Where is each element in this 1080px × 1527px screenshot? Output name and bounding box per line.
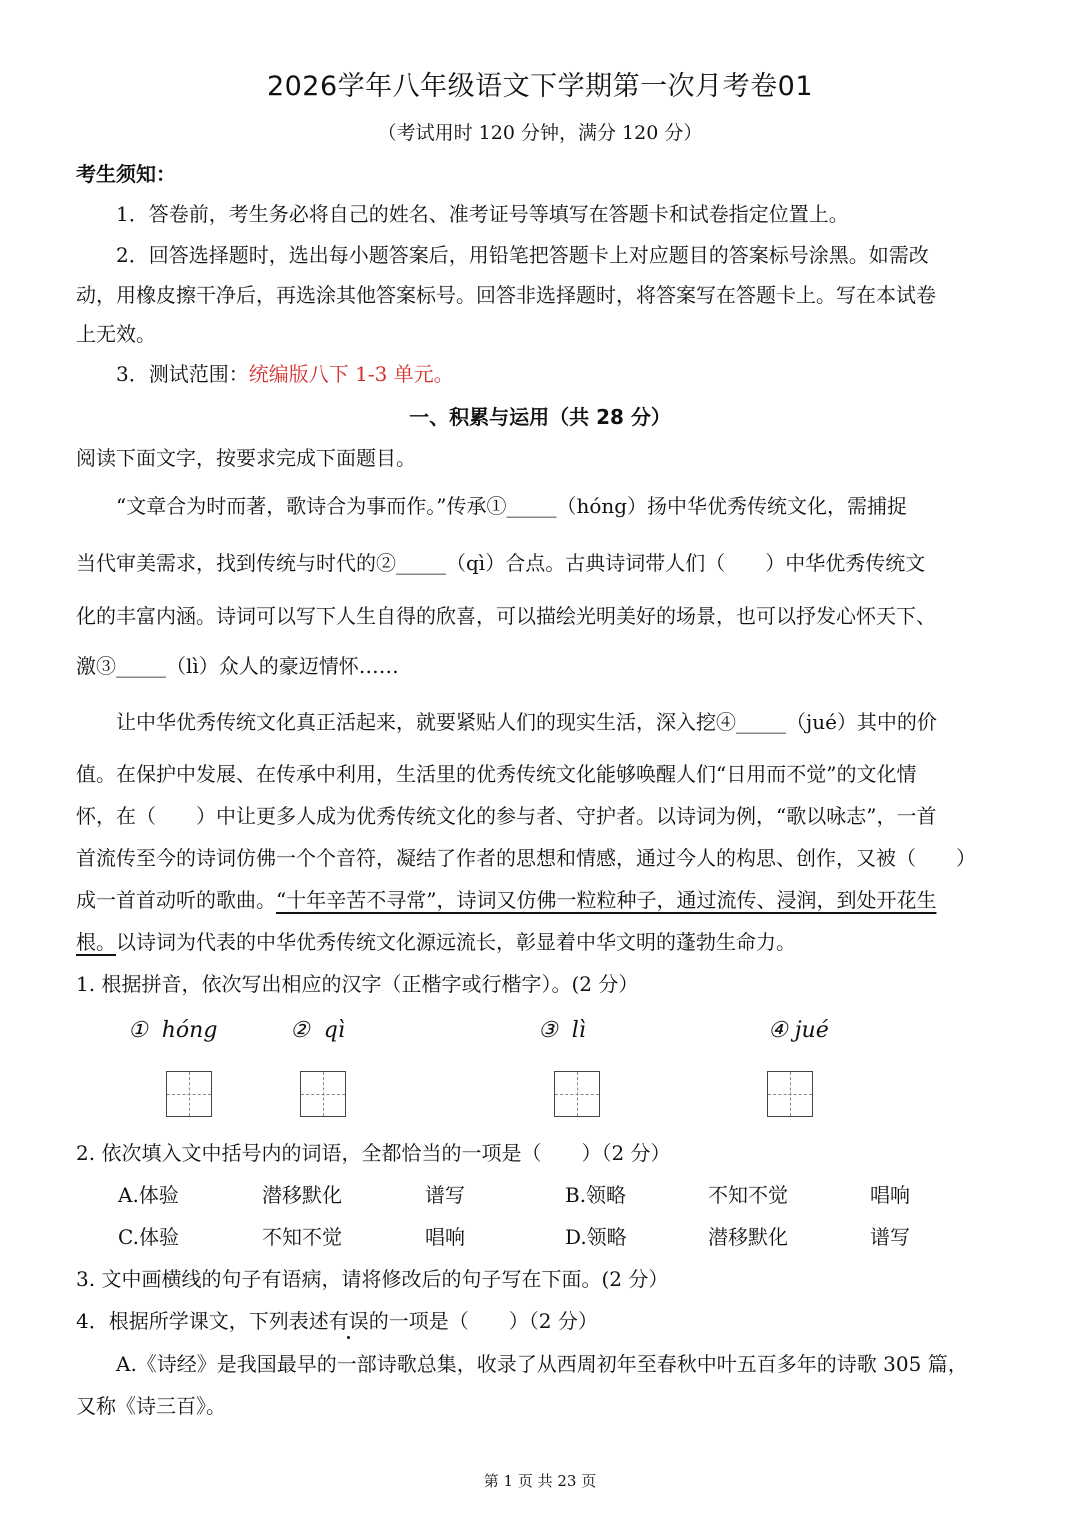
notice-item-3-prefix: 3．测试范围：	[116, 362, 249, 386]
question-4-suffix: 的一项是（ ）（2 分）	[368, 1309, 598, 1333]
pinyin-item-2-text: qì	[323, 1018, 345, 1043]
page-footer: 第 1 页 共 23 页	[483, 1472, 597, 1490]
option-a-word3: 谱写	[425, 1183, 465, 1207]
underlined-sentence-part2: 根。	[76, 930, 116, 954]
passage-p1-line1: “文章合为时而著，歌诗合为事而作。”传承①_____（hóng）扬中华优秀传统文化，需捕捉	[116, 494, 908, 518]
writing-grid-3[interactable]	[554, 1071, 600, 1117]
notice-item-1: 1．答卷前，考生务必将自己的姓名、准考证号等填写在答题卡和试卷指定位置上。	[116, 202, 849, 226]
section-1-instruction: 阅读下面文字，按要求完成下面题目。	[76, 446, 416, 470]
passage-p1-line2: 当代审美需求，找到传统与时代的②_____（qì）合点。古典诗词带人们（ ）中华优秀传统文	[76, 551, 926, 575]
option-d-label: D.领略	[565, 1225, 627, 1249]
pinyin-item-3-text: lì	[571, 1018, 586, 1043]
notice-item-2-line3: 上无效。	[76, 322, 156, 346]
passage-p2-line4: 首流传至今的诗词仿佛一个个音符，凝结了作者的思想和情感，通过今人的构思、创作，又被（ ）	[76, 846, 976, 870]
option-c-label: C.体验	[118, 1225, 179, 1249]
notice-heading: 考生须知：	[76, 162, 176, 186]
pinyin-item-1	[128, 1018, 217, 1043]
question-4-option-a-line1: A.《诗经》是我国最早的一部诗歌总集，收录了从西周初年至春秋中叶五百多年的诗歌 305 篇，	[116, 1352, 968, 1376]
option-a-word2: 潜移默化	[262, 1183, 342, 1207]
exam-subtitle: （考试用时 120 分钟，满分 120 分）	[377, 122, 703, 144]
question-2: 2. 依次填入文中括号内的词语，全都恰当的一项是（ ）（2 分）	[76, 1141, 671, 1165]
pinyin-item-2	[290, 1018, 345, 1043]
writing-grid-2[interactable]	[300, 1071, 346, 1117]
passage-p2-line2: 值。在保护中发展、在传承中利用，生活里的优秀传统文化能够唤醒人们“日用而不觉”的文化情	[76, 762, 917, 786]
option-b-word3: 唱响	[870, 1183, 910, 1207]
exam-title: 2026学年八年级语文下学期第一次月考卷01	[266, 71, 814, 102]
pinyin-item-1-text: hóng	[161, 1018, 218, 1043]
passage-p2-line6	[76, 928, 796, 956]
notice-item-2-line1: 2．回答选择题时，选出每小题答案后，用铅笔把答题卡上对应题目的答案标号涂黑。如需改	[116, 243, 929, 267]
option-b-label: B.领略	[565, 1183, 627, 1207]
question-4-option-a-line2: 又称《诗三百》。	[76, 1394, 226, 1418]
question-1: 1. 根据拼音，依次写出相应的汉字（正楷字或行楷字）。(2 分）	[76, 972, 639, 996]
option-c-word2: 不知不觉	[262, 1225, 342, 1249]
question-4-prefix: 4．根据所学课文，下列表述	[76, 1309, 329, 1333]
option-d-word2: 潜移默化	[708, 1225, 788, 1249]
option-d-word3: 谱写	[870, 1225, 910, 1249]
pinyin-item-3-num: ③	[538, 1018, 558, 1043]
passage-p2-line5	[76, 886, 936, 914]
option-c-word3: 唱响	[425, 1225, 465, 1249]
pinyin-item-1-num: ①	[128, 1018, 148, 1043]
question-4	[76, 1307, 598, 1335]
passage-p2-line3: 怀，在（ ）中让更多人成为优秀传统文化的参与者、守护者。以诗词为例，“歌以咏志”，一首	[76, 804, 937, 828]
pinyin-item-4	[768, 1018, 829, 1043]
passage-p2-line1: 让中华优秀传统文化真正活起来，就要紧贴人们的现实生活，深入挖④_____（jué）其中的价	[116, 710, 937, 734]
test-range: 统编版八下 1-3 单元。	[248, 362, 454, 386]
question-3: 3. 文中画横线的句子有语病，请将修改后的句子写在下面。(2 分）	[76, 1267, 669, 1291]
pinyin-item-3	[538, 1018, 586, 1043]
pinyin-item-4-text: jué	[794, 1018, 829, 1043]
pinyin-item-4-num: ④	[768, 1018, 788, 1043]
underlined-sentence-part1: “十年辛苦不寻常”，诗词又仿佛一粒粒种子，通过流传、浸润，到处开花生	[276, 888, 937, 912]
passage-p2-line5-prefix: 成一首首动听的歌曲。	[76, 888, 276, 912]
pinyin-item-2-num: ②	[290, 1018, 310, 1043]
option-a-label: A.体验	[118, 1183, 179, 1207]
writing-grid-1[interactable]	[166, 1071, 212, 1117]
passage-p1-line3: 化的丰富内涵。诗词可以写下人生自得的欣喜，可以描绘光明美好的场景，也可以抒发心怀天下、	[76, 604, 936, 628]
emphasis-dotted-text: 有误	[328, 1309, 369, 1333]
notice-item-2-line2: 动，用橡皮擦干净后，再选涂其他答案标号。回答非选择题时，将答案写在答题卡上。写在本试卷	[76, 283, 936, 307]
writing-grid-4[interactable]	[767, 1071, 813, 1117]
notice-item-3	[116, 360, 454, 388]
passage-p2-line6-rest: 以诗词为代表的中华优秀传统文化源远流长，彰显着中华文明的蓬勃生命力。	[116, 930, 796, 954]
option-b-word2: 不知不觉	[708, 1183, 788, 1207]
section-1-heading: 一、积累与运用（共 28 分）	[409, 405, 671, 429]
passage-p1-line4: 激③_____（lì）众人的豪迈情怀……	[76, 654, 399, 678]
